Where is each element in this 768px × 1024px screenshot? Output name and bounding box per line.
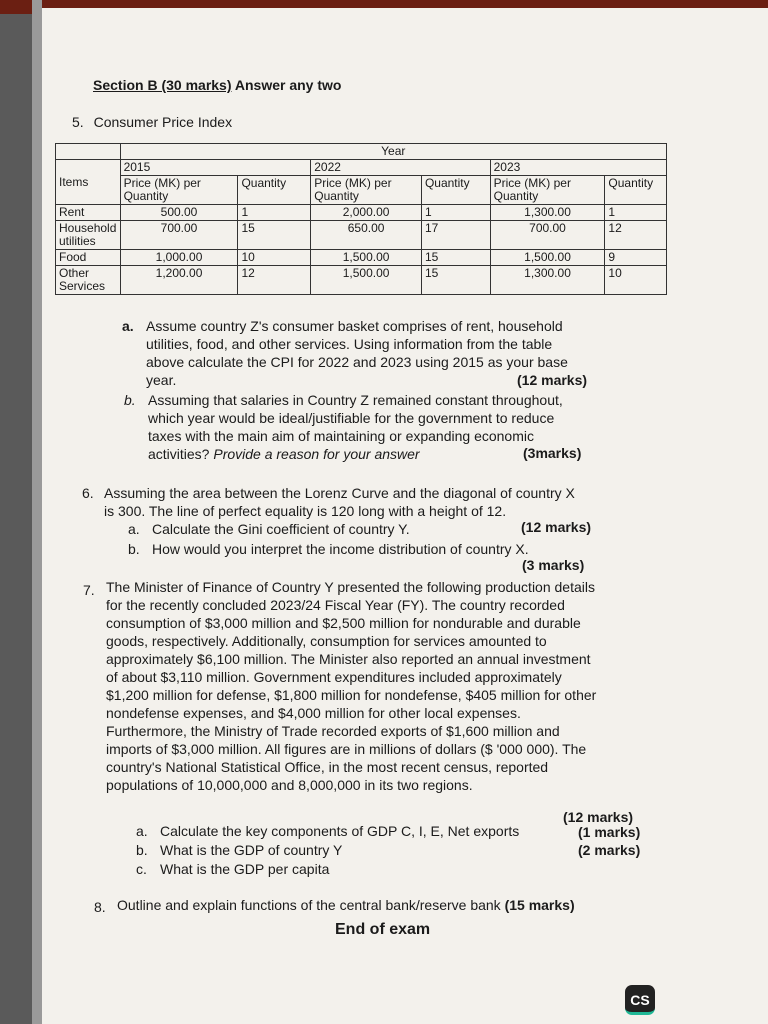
q5-title: Consumer Price Index [93,114,233,130]
q6-line: is 300. The line of perfect equality is 120 long with a height of 12. [104,503,507,519]
table-row [56,144,667,160]
quantity-header: Quantity [421,176,490,205]
table-row [56,160,667,176]
quantity-header: Quantity [605,176,667,205]
q5a-label: a. [122,318,134,334]
price-cell: 1,500.00 [311,266,422,295]
table-row [56,266,667,295]
q8-number: 8. [94,899,106,915]
price-cell: 700.00 [120,221,238,250]
q8-line [117,896,575,914]
q5b-marks: (3marks) [523,445,582,461]
q7a-label: a. [136,823,148,839]
q6b-text: How would you interpret the income distribution of country X. [152,541,529,557]
item-cell: Rent [56,205,121,221]
quantity-cell: 10 [238,250,311,266]
section-heading [93,76,341,94]
quantity-cell: 15 [421,250,490,266]
q5a-line: utilities, food, and other services. Using information from the table [146,336,553,352]
q7a-marks: (12 marks) [563,809,634,825]
price-header: Price (MK) per Quantity [120,176,238,205]
items-header: Items [56,160,121,205]
q7-line: approximately $6,100 million. The Minister also reported an annual investment [106,651,591,667]
page-spine [32,0,42,1024]
q7-line: of about $3,110 million. Government expenditures included approximately [106,669,562,685]
price-cell: 1,500.00 [490,250,605,266]
q5-number: 5. [72,114,84,130]
q5b-line: taxes with the main aim of maintaining or expanding economic [148,428,534,444]
q7-line: populations of 10,000,000 and 8,000,000 in its two regions. [106,777,473,793]
year-2023-header: 2023 [490,160,666,176]
q7b-marks: (1 marks) [578,824,641,840]
q5b-line: which year would be ideal/justifiable for the government to reduce [148,410,555,426]
table-row [56,221,667,250]
q5a-line: above calculate the CPI for 2022 and 2023 using 2015 as your base [146,354,568,370]
q6b-label: b. [128,541,140,557]
cpi-table [55,143,667,295]
quantity-cell: 17 [421,221,490,250]
q7-line: country's National Statistical Office, in the most recent census, reported [106,759,549,775]
q6-number: 6. [82,485,94,501]
quantity-cell: 1 [421,205,490,221]
q6a-text: Calculate the Gini coefficient of country Y. [152,521,410,537]
quantity-cell: 9 [605,250,667,266]
section-title: Section B (30 marks) [93,77,232,93]
price-cell: 1,000.00 [120,250,238,266]
q5b-line: Assuming that salaries in Country Z remained constant throughout, [148,392,563,408]
price-cell: 700.00 [490,221,605,250]
table-row [56,250,667,266]
year-2015-header: 2015 [120,160,311,176]
year-2022-header: 2022 [311,160,490,176]
item-cell: Other Services [56,266,121,295]
item-cell: Household utilities [56,221,121,250]
q7c-marks: (2 marks) [578,842,641,858]
table-row [56,176,667,205]
q5a-marks: (12 marks) [517,372,588,388]
q7-line: Furthermore, the Ministry of Trade recorded exports of $1,600 million and [106,723,560,739]
price-cell: 500.00 [120,205,238,221]
q5-heading [72,113,232,131]
q7b-text: What is the GDP of country Y [160,842,343,858]
q8-text: Outline and explain functions of the central bank/reserve bank [117,897,505,913]
quantity-cell: 15 [238,221,311,250]
q7b-label: b. [136,842,148,858]
end-of-exam: End of exam [335,921,431,938]
quantity-cell: 12 [605,221,667,250]
item-cell: Food [56,250,121,266]
price-cell: 1,300.00 [490,205,605,221]
quantity-cell: 15 [421,266,490,295]
q7c-label: c. [136,861,147,877]
q7-line: imports of $3,000 million. All figures are in millions of dollars ($ '000 000). The [106,741,587,757]
quantity-cell: 12 [238,266,311,295]
camscanner-logo: CS [625,985,655,1015]
price-cell: 1,500.00 [311,250,422,266]
price-cell: 2,000.00 [311,205,422,221]
q6a-marks: (12 marks) [521,519,592,535]
price-cell: 650.00 [311,221,422,250]
q6-line: Assuming the area between the Lorenz Curve and the diagonal of country X [104,485,575,501]
quantity-cell: 10 [605,266,667,295]
q7-number: 7. [83,582,95,598]
q7-line: for the recently concluded 2023/24 Fiscal Year (FY). The country recorded [106,597,565,613]
q6a-label: a. [128,521,140,537]
quantity-header: Quantity [238,176,311,205]
q7-line: nondefense expenses, and $4,000 million for other local expenses. [106,705,521,721]
section-instruction: Answer any two [231,77,342,93]
q5b-text: activities? [148,446,214,462]
table-row [56,205,667,221]
price-cell: 1,200.00 [120,266,238,295]
price-header: Price (MK) per Quantity [311,176,422,205]
q6b-marks: (3 marks) [522,557,585,573]
q5b-line-last [148,445,420,463]
q5b-label: b. [124,392,136,408]
q5a-line: Assume country Z's consumer basket comprises of rent, household [146,318,563,334]
q8-marks: (15 marks) [504,897,575,913]
price-header: Price (MK) per Quantity [490,176,605,205]
q5a-line: year. [146,372,177,388]
q7c-text: What is the GDP per capita [160,861,330,877]
q7-line: consumption of $3,000 million and $2,500 million for nondurable and durable [106,615,581,631]
q7a-text: Calculate the key components of GDP C, I, E, Net exports [160,823,520,839]
quantity-cell: 1 [605,205,667,221]
q7-line: goods, respectively. Additionally, consumption for services amounted to [106,633,547,649]
year-header: Year [120,144,666,160]
q7-line: The Minister of Finance of Country Y presented the following production details [106,579,595,595]
q7-line: $1,200 million for defense, $1,800 million for nondefense, $405 million for other [106,687,597,703]
q5b-italic: Provide a reason for your answer [213,446,420,462]
price-cell: 1,300.00 [490,266,605,295]
table-cell [56,144,121,160]
quantity-cell: 1 [238,205,311,221]
